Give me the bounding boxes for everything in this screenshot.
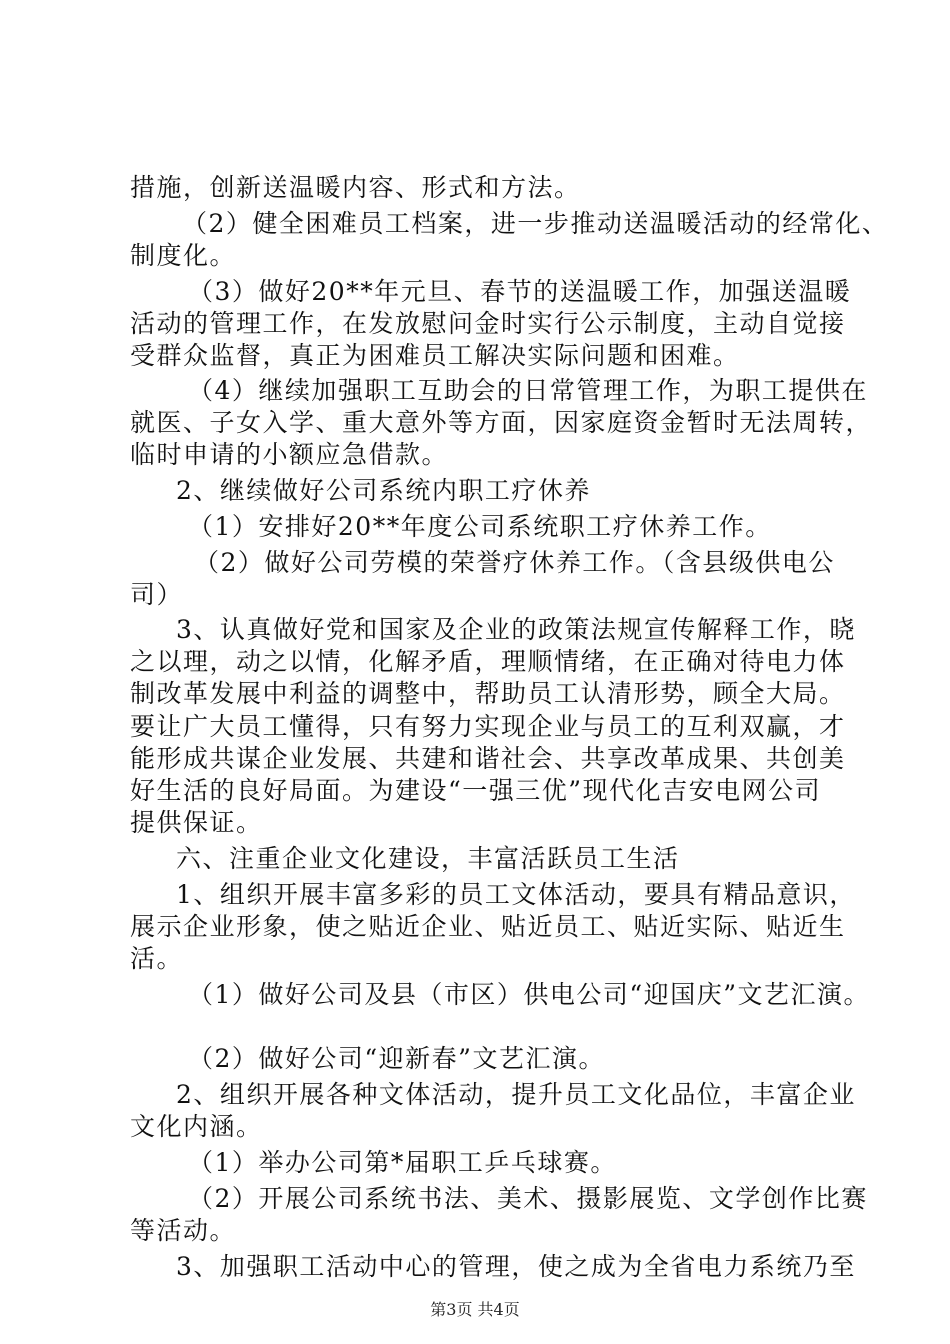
text-line: （4）继续加强职工互助会的日常管理工作，为职工提供在: [188, 376, 868, 405]
text-line: 提供保证。: [130, 808, 263, 837]
text-line: 制改革发展中利益的调整中，帮助员工认清形势，顾全大局。: [130, 679, 846, 708]
text-line: 措施，创新送温暖内容、形式和方法。: [130, 173, 581, 202]
text-line: 就医、子女入学、重大意外等方面，因家庭资金暂时无法周转，: [130, 408, 873, 437]
text-line: （1）做好公司及县（市区）供电公司“迎国庆”文艺汇演。: [188, 980, 870, 1009]
text-line: 3、认真做好党和国家及企业的政策法规宣传解释工作，晓: [176, 615, 856, 644]
text-line: 2、组织开展各种文体活动，提升员工文化品位，丰富企业: [176, 1080, 856, 1109]
text-line: 能形成共谋企业发展、共建和谐社会、共享改革成果、共创美: [130, 744, 846, 773]
text-line: （2）健全困难员工档案，进一步推动送温暖活动的经常化、: [182, 209, 889, 238]
text-line: 临时申请的小额应急借款。: [130, 440, 449, 469]
text-line: 要让广大员工懂得，只有努力实现企业与员工的互利双赢，才: [130, 712, 846, 741]
text-line: （2）做好公司“迎新春”文艺汇演。: [188, 1044, 605, 1073]
text-line: （1）举办公司第*届职工乒乓球赛。: [188, 1148, 617, 1177]
text-line: （1）安排好20**年度公司系统职工疗休养工作。: [188, 512, 772, 541]
text-line: （2）开展公司系统书法、美术、摄影展览、文学创作比赛: [188, 1184, 868, 1213]
text-line: 2、继续做好公司系统内职工疗休养: [176, 476, 591, 505]
text-line: 活。: [130, 944, 184, 973]
text-line: 文化内涵。: [130, 1112, 263, 1141]
section-heading: 六、注重企业文化建设，丰富活跃员工生活: [176, 844, 680, 873]
text-line: 3、加强职工活动中心的管理，使之成为全省电力系统乃至: [176, 1252, 856, 1281]
text-line: 等活动。: [130, 1216, 237, 1245]
text-line: 之以理，动之以情，化解矛盾，理顺情绪，在正确对待电力体: [130, 647, 846, 676]
text-line: 好生活的良好局面。为建设“一强三优”现代化吉安电网公司: [130, 776, 822, 805]
text-line: 展示企业形象，使之贴近企业、贴近员工、贴近实际、贴近生: [130, 912, 846, 941]
text-line: （2）做好公司劳模的荣誉疗休养工作。（含县级供电公: [194, 548, 835, 577]
text-line: 1、组织开展丰富多彩的员工文体活动，要具有精品意识，: [176, 880, 856, 909]
page-footer: 第3页 共4页: [430, 1300, 520, 1319]
text-line: （3）做好20**年元旦、春节的送温暖工作，加强送温暖: [188, 277, 852, 306]
text-line: 受群众监督，真正为困难员工解决实际问题和困难。: [130, 341, 740, 370]
text-line: 制度化。: [130, 241, 237, 270]
text-line: 活动的管理工作，在发放慰问金时实行公示制度，主动自觉接: [130, 309, 846, 338]
text-line: 司）: [130, 580, 184, 609]
